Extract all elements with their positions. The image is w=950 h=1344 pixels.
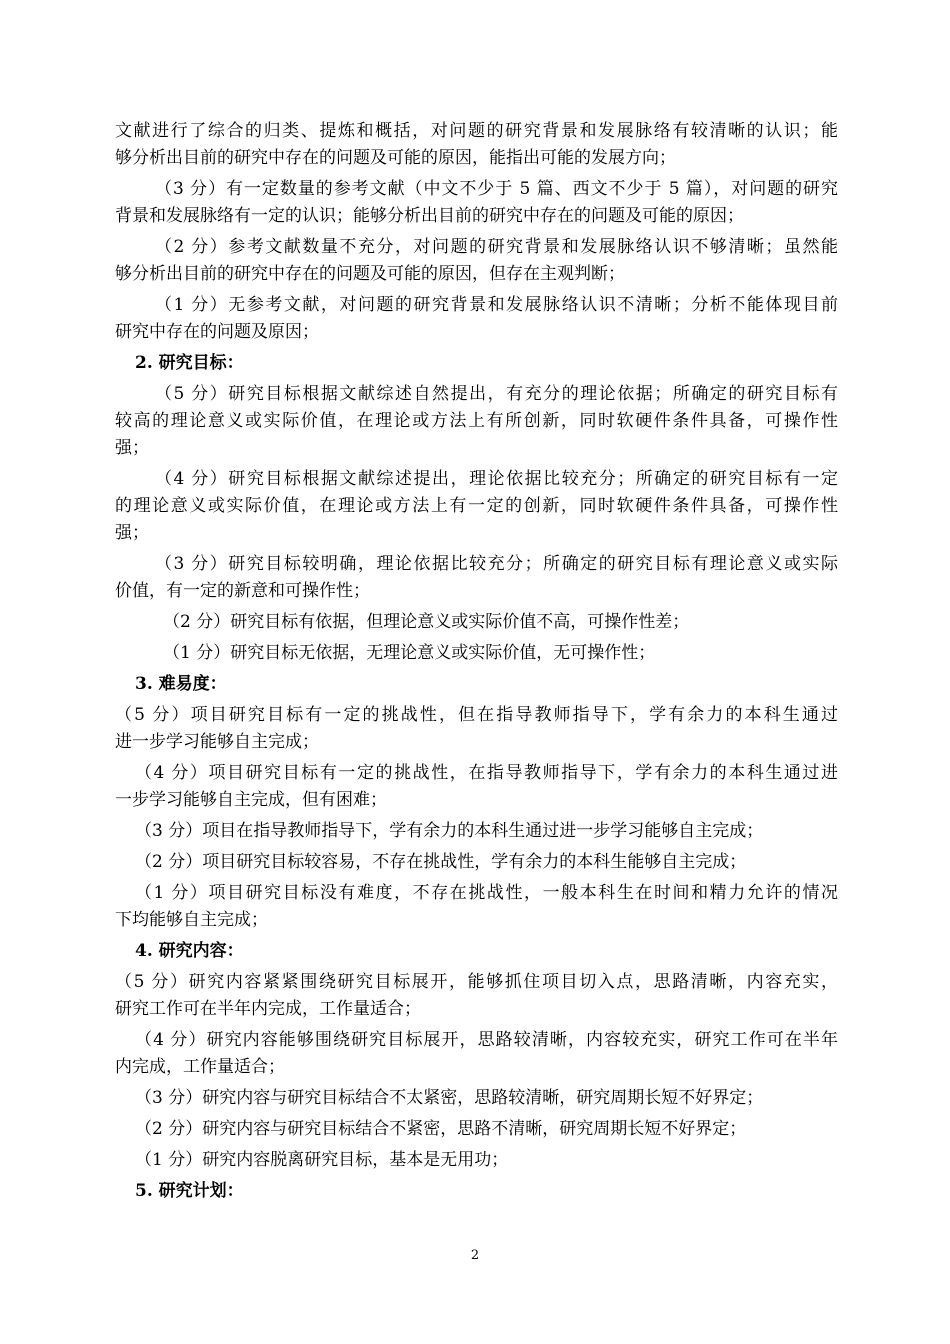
text-line: （3 分）研究目标较明确，理论依据比较充分；所确定的研究目标有理论意义或实际	[155, 554, 838, 574]
text-line: （3 分）有一定数量的参考文献（中文不少于 5 篇、西文不少于 5 篇），对问题的研究	[155, 179, 838, 199]
text-line: 背景和发展脉络有一定的认识；能够分析出目前的研究中存在的问题及可能的原因；	[115, 206, 744, 226]
text-line: 够分析出目前的研究中存在的问题及可能的原因，但存在主观判断；	[115, 264, 625, 284]
text-line: （5 分）研究内容紧紧围绕研究目标展开，能够抓住项目切入点，思路清晰，内容充实，	[115, 972, 838, 992]
text-line: 一步学习能够自主完成，但有困难；	[115, 790, 387, 810]
text-line: （2 分）项目研究目标较容易，不存在挑战性，学有余力的本科生能够自主完成；	[135, 852, 747, 872]
paragraph-goal-1	[115, 640, 838, 667]
text-line: （1 分）研究目标无依据，无理论意义或实际价值，无可操作性；	[163, 643, 656, 663]
text-line: （5 分）研究目标根据文献综述自然提出，有充分的理论依据；所确定的研究目标有	[155, 384, 838, 404]
section-heading-research-goal: 2. 研究目标：	[135, 353, 244, 373]
text-line: 研究中存在的问题及原因；	[115, 322, 319, 342]
section-heading-research-content: 4. 研究内容：	[135, 941, 244, 961]
document-body	[115, 118, 838, 1209]
text-line: 内完成，工作量适合；	[115, 1057, 285, 1077]
text-line: （3 分）研究内容与研究目标结合不太紧密，思路较清晰，研究周期长短不好界定；	[135, 1088, 764, 1108]
text-line: （5 分）项目研究目标有一定的挑战性，但在指导教师指导下，学有余力的本科生通过	[115, 705, 838, 725]
paragraph-content-3	[115, 1085, 838, 1112]
text-line: 下均能够自主完成；	[115, 910, 268, 930]
paragraph-difficulty-1	[115, 880, 838, 934]
paragraph-literature-3	[115, 176, 838, 230]
page-number: 2	[470, 1248, 480, 1263]
text-line: 强；	[115, 523, 149, 543]
paragraph-goal-5	[115, 381, 838, 462]
section-heading-difficulty: 3. 难易度：	[135, 674, 227, 694]
paragraph-difficulty-3	[115, 818, 838, 845]
text-line: 研究工作可在半年内完成，工作量适合；	[115, 999, 421, 1019]
paragraph-content-1	[115, 1147, 838, 1174]
text-line: 进一步学习能够自主完成；	[115, 732, 319, 752]
text-line: 强；	[115, 438, 149, 458]
text-line: （1 分）研究内容脱离研究目标，基本是无用功；	[135, 1150, 509, 1170]
text-line: （2 分）参考文献数量不充分，对问题的研究背景和发展脉络认识不够清晰；虽然能	[155, 237, 838, 257]
text-line: （4 分）项目研究目标有一定的挑战性，在指导教师指导下，学有余力的本科生通过进	[135, 763, 838, 783]
paragraph-content-5	[115, 969, 838, 1023]
section-heading-research-plan: 5. 研究计划：	[135, 1181, 244, 1201]
paragraph-literature-2	[115, 234, 838, 288]
paragraph-difficulty-5	[115, 702, 838, 756]
text-line: 价值，有一定的新意和可操作性；	[115, 581, 370, 601]
text-line: 够分析出目前的研究中存在的问题及可能的原因，能指出可能的发展方向；	[115, 148, 676, 168]
text-line: 文献进行了综合的归类、提炼和概括，对问题的研究背景和发展脉络有较清晰的认识；能	[115, 121, 838, 141]
text-line: （4 分）研究目标根据文献综述提出，理论依据比较充分；所确定的研究目标有一定	[155, 469, 838, 489]
text-line: （2 分）研究目标有依据，但理论意义或实际价值不高，可操作性差；	[163, 612, 690, 632]
paragraph-difficulty-2	[115, 849, 838, 876]
paragraph-goal-2	[115, 609, 838, 636]
text-line: （3 分）项目在指导教师指导下，学有余力的本科生通过进一步学习能够自主完成；	[135, 821, 764, 841]
paragraph-goal-3	[115, 551, 838, 605]
paragraph-literature-1	[115, 292, 838, 346]
paragraph-goal-4	[115, 466, 838, 547]
paragraph-content-4	[115, 1027, 838, 1081]
text-line: （2 分）研究内容与研究目标结合不紧密，思路不清晰，研究周期长短不好界定；	[135, 1119, 747, 1139]
text-line: （4 分）研究内容能够围绕研究目标展开，思路较清晰，内容较充实，研究工作可在半年	[135, 1030, 838, 1050]
text-line: 的理论意义或实际价值，在理论或方法上有一定的创新，同时软硬件条件具备，可操作性	[115, 496, 838, 516]
paragraph-literature-4	[115, 118, 838, 172]
text-line: （1 分）无参考文献，对问题的研究背景和发展脉络认识不清晰；分析不能体现目前	[155, 295, 838, 315]
text-line: （1 分）项目研究目标没有难度，不存在挑战性，一般本科生在时间和精力允许的情况	[135, 883, 838, 903]
paragraph-difficulty-4	[115, 760, 838, 814]
paragraph-content-2	[115, 1116, 838, 1143]
text-line: 较高的理论意义或实际价值，在理论或方法上有所创新，同时软硬件条件具备，可操作性	[115, 411, 838, 431]
